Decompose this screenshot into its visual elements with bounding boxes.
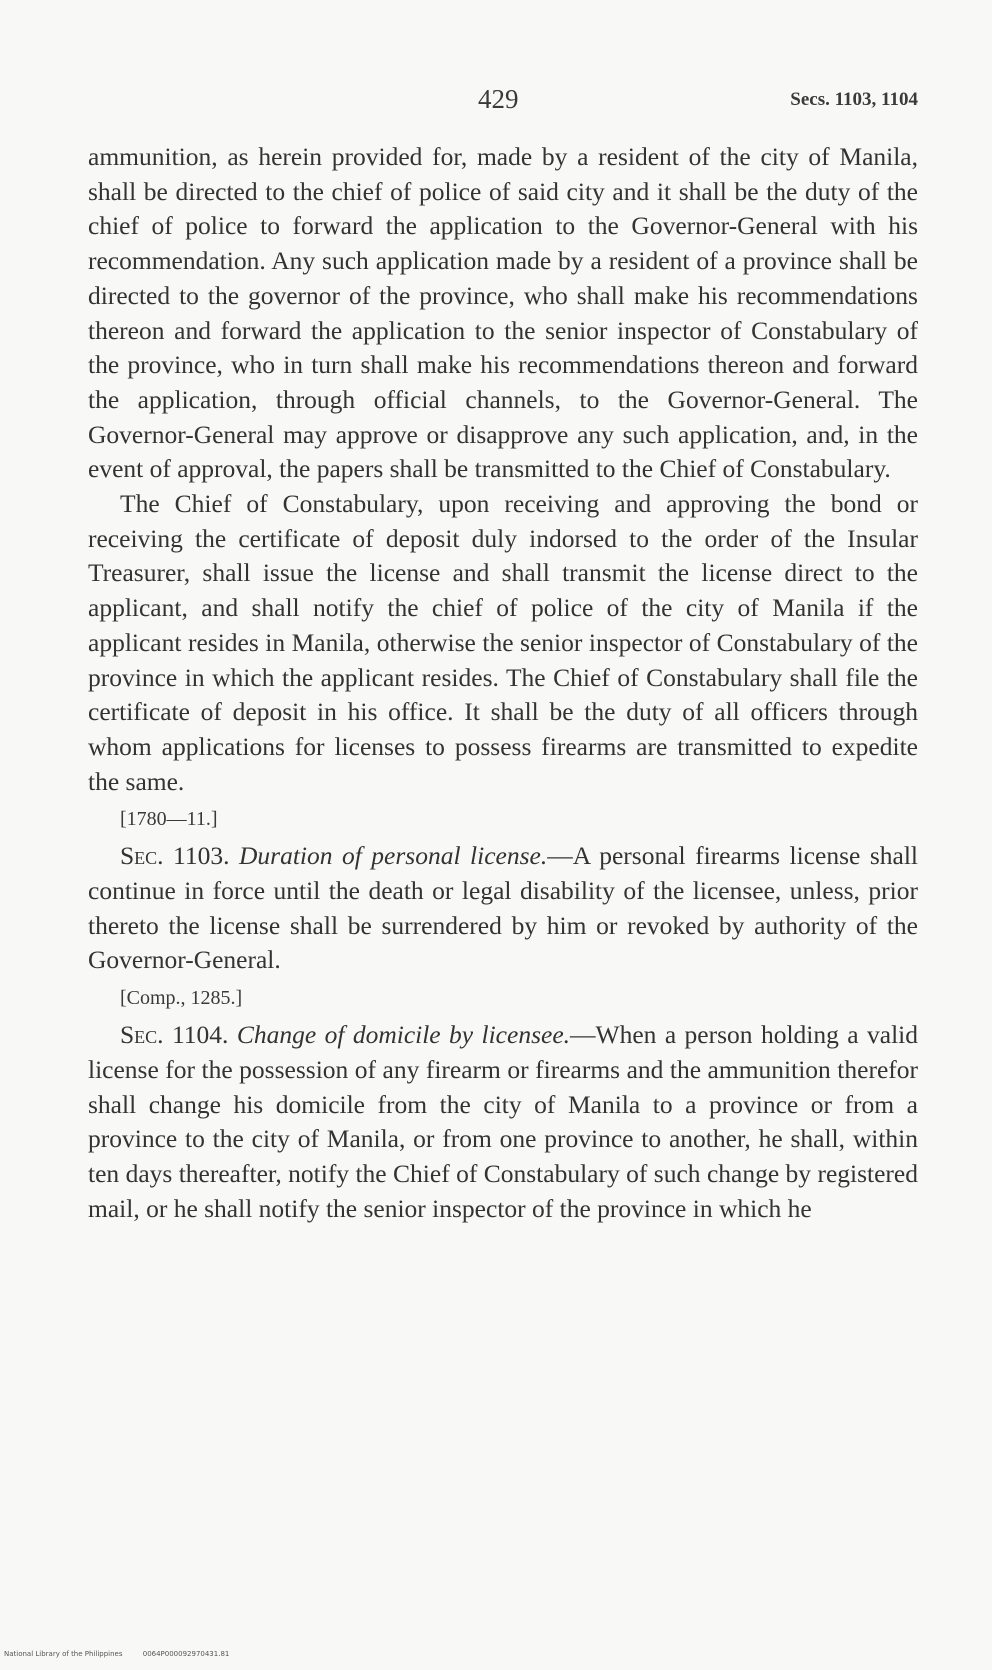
section-1103-text: —A personal firearms license shall continue in force until the death or legal disability of the licensee, unless, prior thereto the license shall be surrendered by him or revoked by authority of the Governor-General. (88, 841, 919, 975)
page-header (88, 84, 918, 118)
section-1104-number: Sec. 1104. (120, 1020, 229, 1050)
footer-code: 0064P000092970431.81 (142, 1650, 230, 1658)
section-1104-title: Change of domicile by licensee. (236, 1020, 571, 1050)
citation-comp-1285: [Comp., 1285.] (120, 987, 243, 1010)
paragraph-continuation: ammunition, as herein provided for, made by a resident of the city of Manila, shall be directed to the chief of police of said city and it shall be the duty of the chief of police to forward the application to the Governor-General with his recommendation. Any such application made by a resident of a province shall be directed to the governor of the province, who shall make his recommendations thereon and forward the application to the senior inspector of Constabulary of the province, who in turn shall make his recommendations thereon and forward the application, through official channels, to the Governor-General. The Governor-General may approve or disapprove any such application, and, in the event of approval, the papers shall be transmitted to the Chief of Constabulary. (88, 142, 918, 484)
page-number: 429 (478, 84, 519, 114)
section-reference: Secs. 1103, 1104 (790, 89, 918, 110)
section-1104 (88, 1018, 918, 1226)
paragraph-chief-of-constabulary: The Chief of Constabulary, upon receiving and approving the bond or receiving the certificate of deposit duly indorsed to the order of the Insular Treasurer, shall issue the license and shall transmit the license direct to the applicant, and shall notify the chief of police of the city of Manila if the applicant resides in Manila, otherwise the senior inspector of Constabulary of the province in which the applicant resides. The Chief of Constabulary shall file the certificate of deposit in his office. It shall be the duty of all officers through whom applications for licenses to possess firearms are transmitted to expedite the same. (88, 489, 918, 796)
section-1103-number: Sec. 1103. (120, 841, 230, 871)
section-1103 (88, 839, 918, 978)
citation-1780: [1780—11.] (120, 808, 218, 831)
section-1103-title: Duration of personal license. (238, 841, 548, 871)
scan-footer (4, 1650, 247, 1658)
body-text (88, 140, 918, 1226)
section-1104-text: —When a person holding a valid license for the possession of any firearm or firearms and the ammunition therefor shall change his domicile from the city of Manila to a province or from a province to the city of Manila, or from one province to another, he shall, within ten days thereafter, notify the Chief of Constabulary of such change by registered mail, or he shall notify the senior inspector of the province in which he (88, 1020, 918, 1223)
footer-library: National Library of the Philippines (4, 1650, 123, 1658)
